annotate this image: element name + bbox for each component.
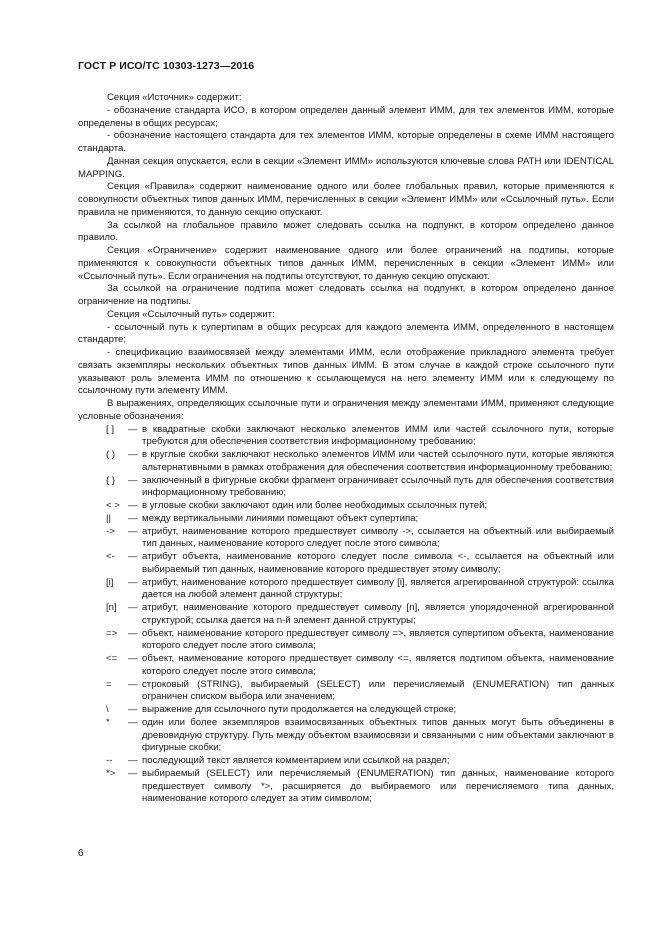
notation-dash: — xyxy=(128,755,138,766)
notation-text: атрибут, наименование которого предшествует символу ->, ссылается на объектный или выбираемый тип данных, наименование которого следует после этого символа; xyxy=(142,525,614,550)
paragraph: - обозначение настоящего стандарта для тех элементов ИММ, которые определены в схеме ИММ настоящего стандарта. xyxy=(78,130,614,154)
notation-symbol: -> xyxy=(106,525,115,537)
notation-item xyxy=(106,513,614,526)
notation-text: строковый (STRING), выбираемый (SELECT) или перечисляемый (ENUMERATION) тип данных ограничен списком выбора или значением; xyxy=(142,678,614,703)
notation-item xyxy=(106,653,614,679)
notation-dash: — xyxy=(128,576,138,588)
notation-text: заключенный в фигурные скобки фрагмент ограничивает ссылочный путь для обеспечения соответствия информационному требованию; xyxy=(142,474,614,499)
notation-dash: — xyxy=(128,512,138,524)
notation-text: между вертикальными линиями помещают объект супертипа; xyxy=(142,512,419,524)
notation-text: выбираемый (SELECT) или перечисляемый (ENUMERATION) тип данных, наименование которого предшествует символу *>, расширяется до выбираемого или перечисляемого типа данных, наименование которого следует за этим символом; xyxy=(142,767,614,805)
notation-text: один или более экземпляров взаимосвязанных объектных типов данных могут быть объединены в древовидную структуру. Путь между объектом взаимосвязи и связанными с ним объектами заключают в фигурные скобки; xyxy=(142,716,614,754)
notation-text: в угловые скобки заключают один или более необходимых ссылочных путей; xyxy=(142,500,488,511)
notation-item xyxy=(106,577,614,603)
document-body xyxy=(78,92,614,806)
notation-symbol: *> xyxy=(106,767,116,779)
notation-item xyxy=(106,551,614,577)
notation-item xyxy=(106,679,614,705)
notation-dash: — xyxy=(128,678,138,690)
notation-dash: — xyxy=(128,716,138,728)
notation-text: объект, наименование которого предшествует символу =>, является супертипом объекта, наименование которого следует после этого символа; xyxy=(142,627,614,652)
paragraph: Секция «Ограничение» содержит наименование одного или более ограничений на подтипы, которые применяются к совокупности объектных типов данных ИММ, перечисленных в секции «Элемент ИММ» или «Ссылочный путь». Если ограничения на подтипы отсутствуют, то данную секцию опускают. xyxy=(78,245,614,282)
notation-dash: — xyxy=(128,704,138,715)
notation-symbol: [ ] xyxy=(106,423,114,435)
notation-dash: — xyxy=(128,551,138,562)
notation-dash: — xyxy=(128,767,138,779)
paragraph: Данная секция опускается, если в секции «Элемент ИММ» используются ключевые слова PATH или IDENTICAL MAPPING. xyxy=(78,155,614,180)
notation-symbol: [i] xyxy=(106,576,114,588)
document-header: ГОСТ Р ИСО/ТС 10303-1273—2016 xyxy=(78,60,255,72)
notation-dash: — xyxy=(128,500,138,511)
notation-symbol: = xyxy=(106,678,112,690)
notation-symbol: [n] xyxy=(106,602,117,613)
notation-dash: — xyxy=(128,627,138,639)
notation-text: выражение для ссылочного пути продолжается на следующей строке; xyxy=(142,704,457,715)
paragraph-list xyxy=(78,92,614,424)
notation-symbol: => xyxy=(106,627,118,639)
paragraph: За ссылкой на ограничение подтипа может следовать ссылка на подпункт, в котором определено данное ограничение на подтипы. xyxy=(78,283,614,307)
notation-text: атрибут, наименование которого предшествует символу [i], является агрегированной структурой: ссылка дается на любой элемент данной структуры; xyxy=(142,576,614,601)
paragraph: Секция «Ссылочный путь» содержит: xyxy=(107,308,275,320)
paragraph: - спецификацию взаимосвязей между элементами ИММ, если отображение прикладного элемента требует связать экземпляры нескольких объектных типов данных ИММ. В этом случае в каждой строке ссылочного пути указывают роль элемента ИММ по отношению к ссылающемуся на него элементу ИММ или к следующему по ссылочному пути элементу ИММ. xyxy=(78,347,614,397)
paragraph: - ссылочный путь к супертипам в общих ресурсах для каждого элемента ИММ, определенного в настоящем стандарте; xyxy=(78,321,614,346)
notation-text: атрибут объекта, наименование которого следует после символа <-, ссылается на объектный или выбираемый тип данных, наименование которого предшествует этому символу; xyxy=(142,551,614,575)
notation-dash: — xyxy=(128,525,138,537)
paragraph: В выражениях, определяющих ссылочные пути и ограничения между элементами ИММ, применяют следующие условные обозначения: xyxy=(78,398,614,422)
notation-symbol: { } xyxy=(106,474,116,486)
notation-symbol: <= xyxy=(106,653,118,664)
notation-item xyxy=(106,500,614,513)
notation-symbol: <- xyxy=(106,551,115,562)
paragraph: За ссылкой на глобальное правило может следовать ссылка на подпункт, в котором определено данное правило. xyxy=(78,219,614,244)
paragraph: Секция «Правила» содержит наименование одного или более глобальных правил, которые применяются к совокупности объектных типов данных ИММ, перечисленных в секции «Элемент ИММ» или «Ссылочный путь». Если правила не применяются, то данную секцию опускают. xyxy=(78,181,614,218)
notation-dash: — xyxy=(128,602,138,613)
notation-dash: — xyxy=(128,653,138,664)
notation-item xyxy=(106,526,614,552)
paragraph: - обозначение стандарта ИСО, в котором определен данный элемент ИММ, для тех элементов ИММ, которые определены в общих ресурсах; xyxy=(78,104,614,129)
notation-dash: — xyxy=(128,474,138,486)
notation-symbol: < > xyxy=(106,500,120,511)
notation-item xyxy=(106,602,614,628)
notation-symbol: \ xyxy=(106,704,109,715)
page-number: 6 xyxy=(78,848,84,859)
notation-text: последующий текст является комментарием или ссылкой на раздел; xyxy=(142,755,450,766)
notation-dash: — xyxy=(128,449,138,460)
notation-dash: — xyxy=(128,423,138,435)
notation-list xyxy=(78,424,614,807)
notation-symbol: || xyxy=(106,512,111,524)
notation-item xyxy=(106,424,614,450)
notation-item xyxy=(106,628,614,654)
notation-item xyxy=(106,475,614,501)
notation-item xyxy=(106,704,614,717)
notation-text: атрибут, наименование которого предшествует символу [n], является упорядоченной агрегированной структурой; ссылка дается на n-й элемент данной структуры; xyxy=(142,602,614,626)
notation-item xyxy=(106,449,614,475)
notation-text: объект, наименование которого предшествует символу <=, является подтипом объекта, наименование которого следует после этого символа; xyxy=(142,653,614,677)
notation-symbol: * xyxy=(106,716,110,728)
notation-text: в квадратные скобки заключают несколько элементов ИММ или частей ссылочного пути, которые требуются для обеспечения соответствия информационному требованию; xyxy=(142,423,614,448)
notation-item xyxy=(106,768,614,806)
notation-item xyxy=(106,755,614,768)
notation-item xyxy=(106,717,614,755)
notation-text: в круглые скобки заключают несколько элементов ИММ или частей ссылочного пути, которые являются альтернативными в рамках отображения для обеспечения соответствия информационному требованию; xyxy=(142,449,614,473)
notation-symbol: -- xyxy=(106,755,113,766)
notation-symbol: ( ) xyxy=(106,449,116,460)
paragraph: Секция «Источник» содержит: xyxy=(107,92,242,103)
